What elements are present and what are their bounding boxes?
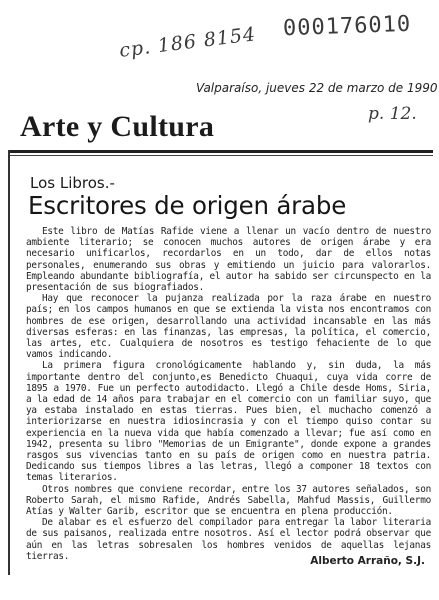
article-paragraph: Hay que reconocer la pujanza realizada por la raza árabe en nuestro país; en los campos humanos en que se extienda la vista nos encontramos con hombres de ese origen, desarrollando una actividad incansable en las más diversas esferas: en las finanzas, las empresas, la política, el comercio, las artes, etc. Cualquiera de nosotros es testigo fehaciente de lo que vamos indicando. — [26, 293, 431, 361]
article-paragraph: De alabar es el esfuerzo del compilador para entregar la labor literaria de sus paisanos, realizada entre nosotros. Así el lector podrá observar que aún en las letras sobresalen los hombres venidos de aquellas lejanas tierras. — [26, 517, 431, 562]
article-kicker: Los Libros.- — [30, 174, 115, 192]
article-paragraph: Otros nombres que conviene recordar, entre los 37 autores señalados, son Roberto Sarah, el mismo Rafide, Andrés Sabella, Mahfud Massis, Guillermo Atías y Walter Garib, escritor que se encuentra en plena producción. — [26, 483, 431, 518]
handwritten-page-note: p. 12. — [368, 104, 417, 124]
article-body — [26, 226, 431, 562]
article-paragraph: Este libro de Matías Rafide viene a llenar un vacío dentro de nuestro ambiente literario; se conocen muchos autores de origen árabe y era necesario unificarlos, recordarlos en un todo, dar de ellos notas personales, enumerando sus obras y emitiendo un juicio para valorarlos. Empleando abundante bibliografía, el autor ha sabido ser circunspecto en la presentación de sus biografiados. — [26, 226, 431, 294]
dateline: Valparaíso, jueves 22 de marzo de 1990 — [196, 81, 438, 95]
column-frame-left — [8, 150, 10, 575]
article-headline: Escritores de origen árabe — [28, 191, 347, 220]
handwritten-reference-code: cp. 186 8154 — [118, 23, 258, 62]
section-rule-thin — [8, 155, 433, 156]
article-byline: Alberto Arraño, S.J. — [310, 555, 425, 567]
section-rule — [8, 150, 433, 153]
article-paragraph: La primera figura cronológicamente hablando y, sin duda, la más importante dentro del conjunto,es Benedicto Chuaqui, cuya vida corre de 1895 a 1970. Fue un perfecto autodidacto. Llegó a Chile desde Homs, Siria, a la edad de 14 años para trabajar en el comercio con un familiar suyo, que ya estaba instalado en estas tierras. Pues bien, el muchacho comenzó a interiorizarse en nuestra idiosincrasia y con el tiempo quiso contar su experiencia en la nueva vida que había comenzado a llevar; fue así como en 1942, presenta su libro "Memorias de un Emigrante", donde expone a grandes rasgos sus vivencias tanto en su país de origen como en nuestra patria. Dedicando sus tiempos libres a las letras, llegó a componer 18 textos con temas literarios. — [26, 360, 431, 484]
handwritten-archive-number: 000176010 — [282, 11, 412, 42]
section-title: Arte y Cultura — [20, 110, 215, 143]
